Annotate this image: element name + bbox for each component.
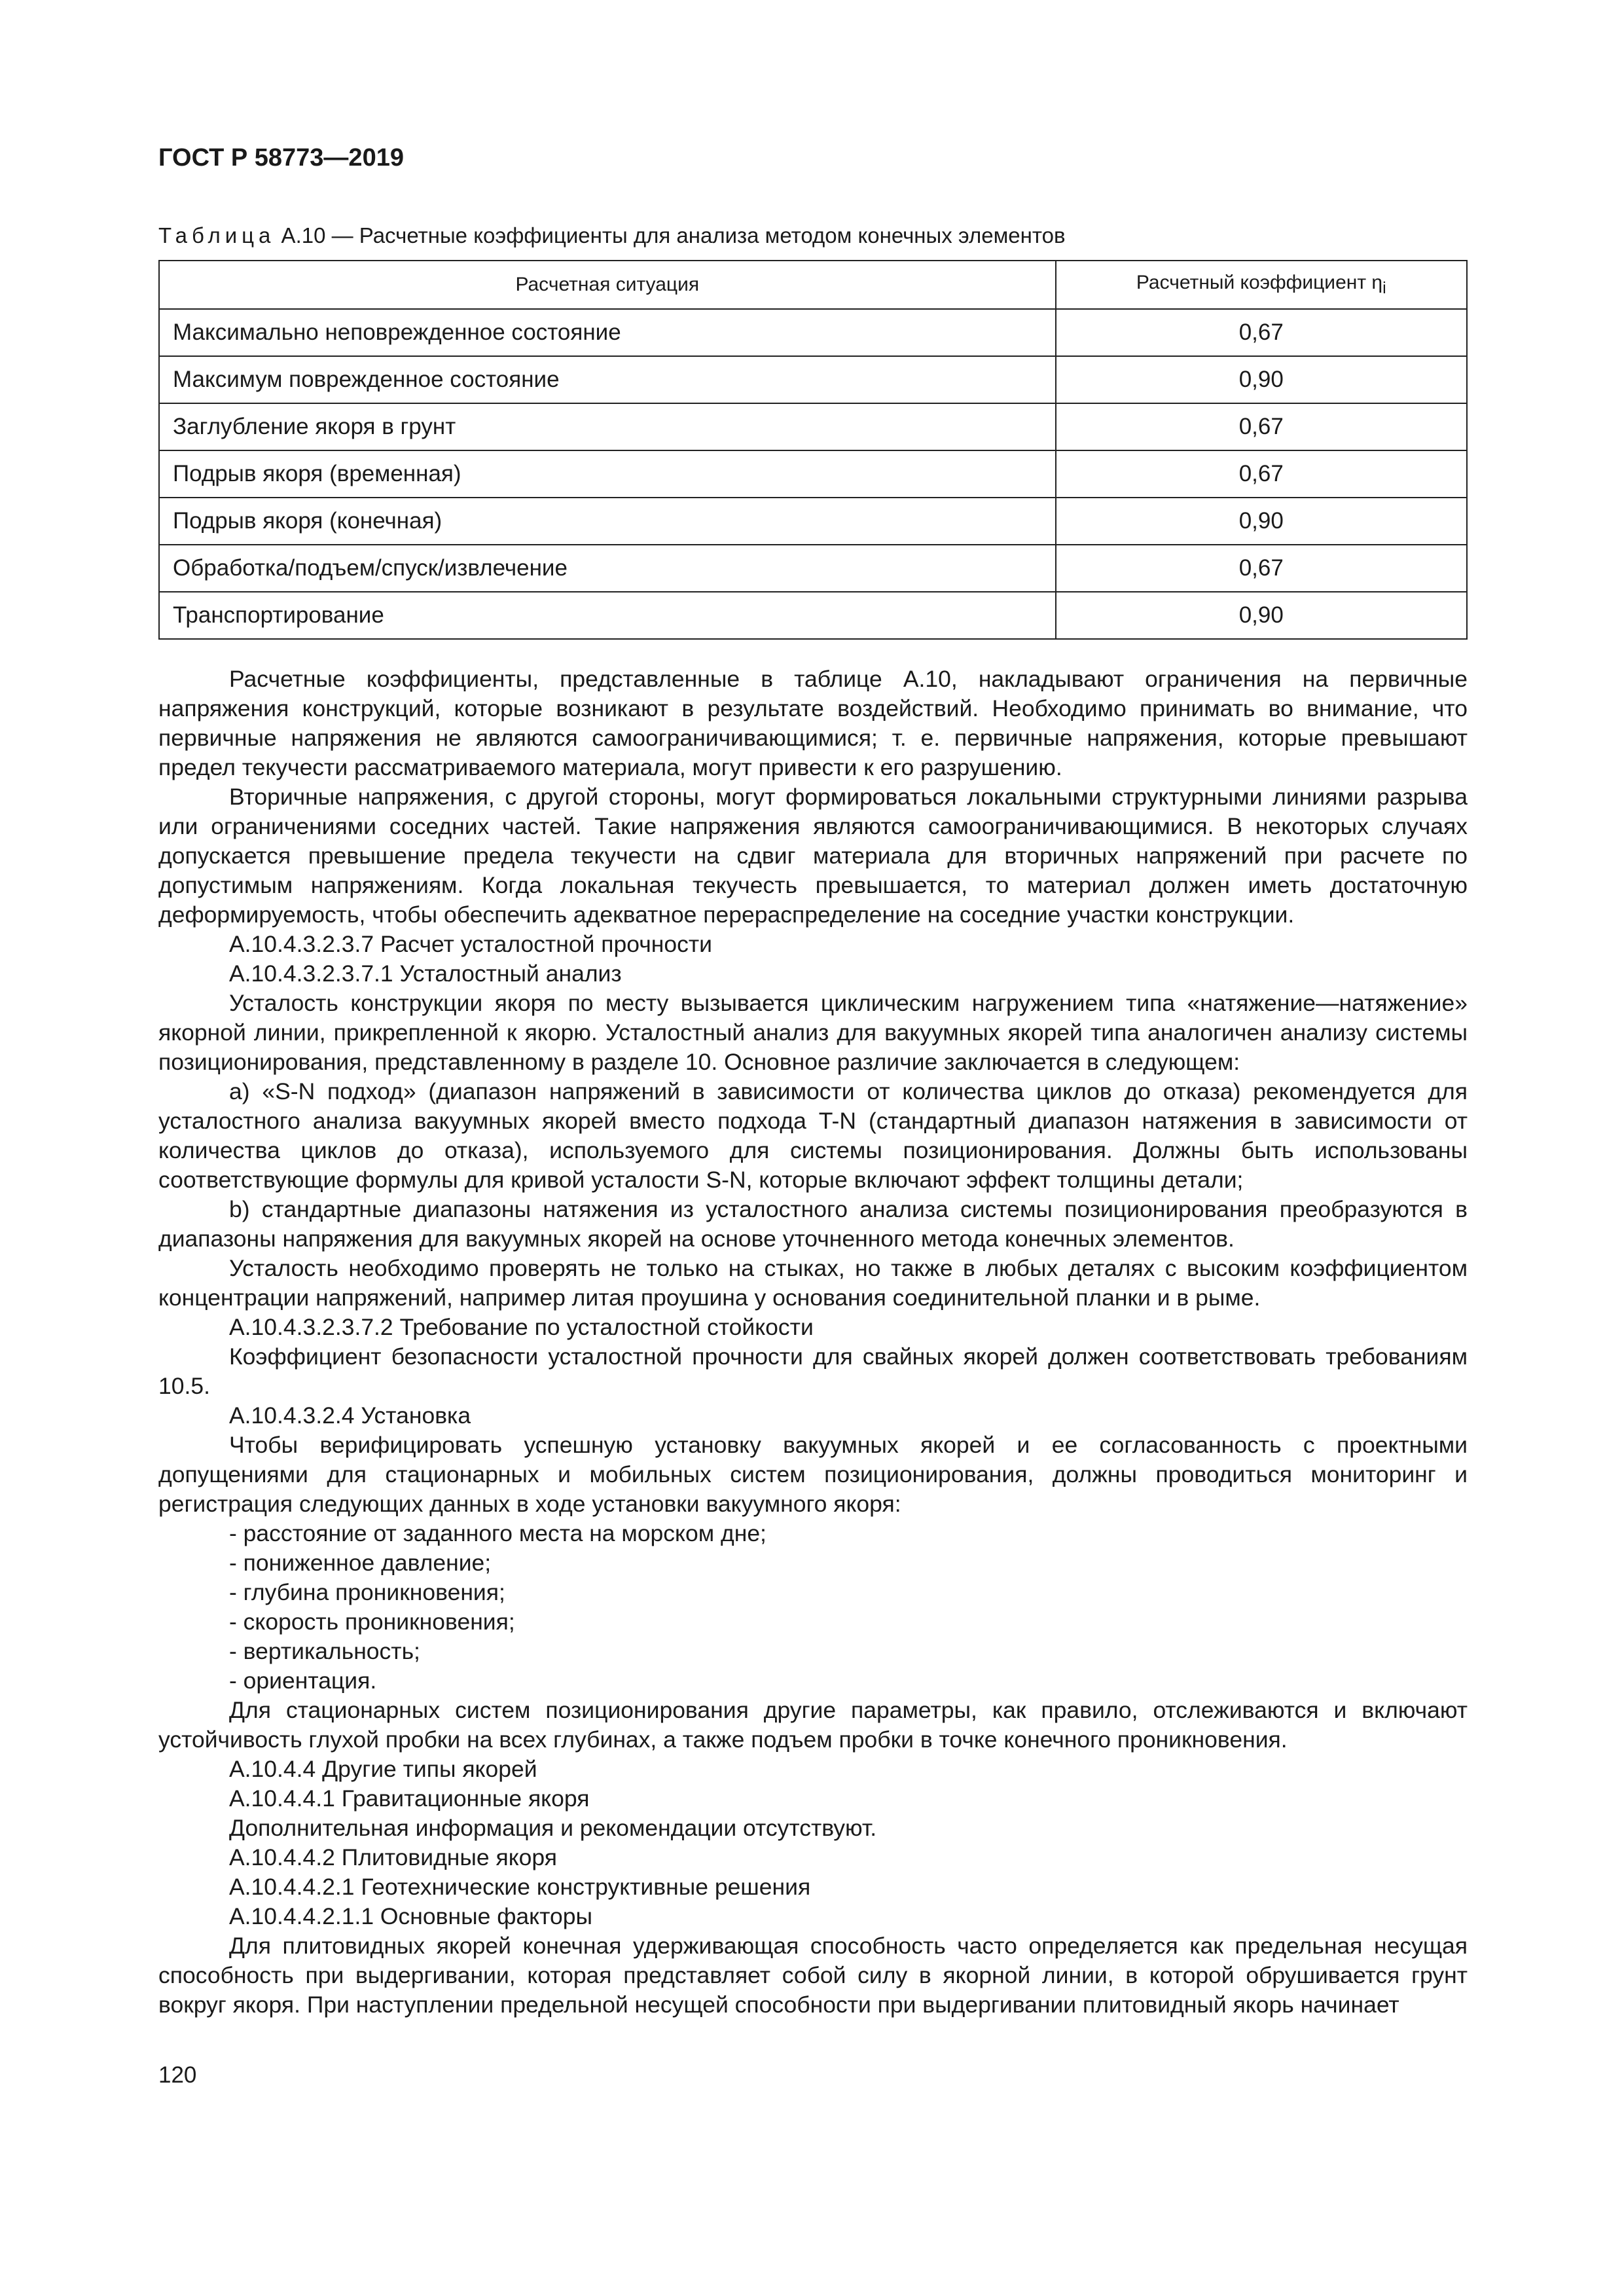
- paragraph: Для плитовидных якорей конечная удерживающая способность часто определяется как предельная несущая способность при выдергивании, которая представляет собой силу в якорной линии, в которой обрушивается грунт вокруг якоря. При наступлении предельной несущей способности при выдергивании плитовидный якорь начинает: [158, 1933, 1468, 2018]
- table-cell-situation: Подрыв якоря (временная): [159, 450, 1056, 498]
- table-cell-coefficient: 0,90: [1056, 498, 1467, 545]
- section-heading: А.10.4.4.2.1.1 Основные факторы: [229, 1903, 592, 1929]
- table-cell-coefficient: 0,90: [1056, 592, 1467, 639]
- section-heading: А.10.4.4.2.1 Геотехнические конструктивные решения: [229, 1874, 811, 1900]
- section-heading: А.10.4.3.2.3.7.1 Усталостный анализ: [229, 960, 622, 987]
- table-cell-situation: Обработка/подъем/спуск/извлечение: [159, 545, 1056, 592]
- table-cell-coefficient: 0,67: [1056, 403, 1467, 450]
- table-cell-coefficient: 0,67: [1056, 450, 1467, 498]
- table-cell-situation: Максимум поврежденное состояние: [159, 356, 1056, 403]
- table-cell-coefficient: 0,67: [1056, 309, 1467, 356]
- page-number: 120: [158, 2062, 197, 2088]
- table-cell-situation: Подрыв якоря (конечная): [159, 498, 1056, 545]
- table-row: [159, 309, 1467, 356]
- table-header-row: [159, 261, 1467, 309]
- col-header-situation: Расчетная ситуация: [159, 261, 1056, 309]
- list-item: - ориентация.: [229, 1667, 377, 1694]
- table-row: [159, 403, 1467, 450]
- paragraph: Расчетные коэффициенты, представленные в таблице А.10, накладывают ограничения на первичные напряжения конструкций, которые возникают в результате воздействий. Необходимо принимать во внимание, что первичные напряжения не являются самоограничивающимися; т. е. первичные напряжения, которые превышают предел текучести рассматриваемого материала, могут привести к его разрушению.: [158, 666, 1468, 780]
- paragraph-item-a: а) «S-N подход» (диапазон напряжений в зависимости от количества циклов до отказа) рекомендуется для усталостного анализа вакуумных якорей вместо подхода T-N (стандартный диапазон натяжения в зависимости от количества циклов до отказа), используемого для системы позиционирования. Должны быть использованы соответствующие формулы для кривой усталости S-N, которые включают эффект толщины детали;: [158, 1078, 1468, 1193]
- table-cell-coefficient: 0,67: [1056, 545, 1467, 592]
- list-item: - расстояние от заданного места на морском дне;: [229, 1520, 767, 1546]
- document-page: [158, 144, 1468, 2020]
- paragraph: Вторичные напряжения, с другой стороны, могут формироваться локальными структурными линиями разрыва или ограничениями соседних частей. Такие напряжения являются самоограничивающимися. В некоторых случаях допускается превышение предела текучести на сдвиг материала для вторичных напряжений при расчете по допустимым напряжениям. Когда локальная текучесть превышается, то материал должен иметь достаточную деформируемость, чтобы обеспечить адекватное перераспределение на соседние участки конструкции.: [158, 784, 1468, 928]
- table-row: [159, 450, 1467, 498]
- paragraph: Дополнительная информация и рекомендации отсутствуют.: [229, 1815, 877, 1841]
- table-row: [159, 498, 1467, 545]
- table-caption-label: Таблица: [158, 223, 276, 247]
- paragraph: Коэффициент безопасности усталостной прочности для свайных якорей должен соответствовать требованиям 10.5.: [158, 1343, 1468, 1399]
- table-cell-situation: Заглубление якоря в грунт: [159, 403, 1056, 450]
- table-caption-text: А.10 — Расчетные коэффициенты для анализа методом конечных элементов: [275, 223, 1066, 247]
- section-heading: А.10.4.3.2.3.7 Расчет усталостной прочности: [229, 931, 712, 957]
- table-row: [159, 356, 1467, 403]
- section-heading: А.10.4.4.2 Плитовидные якоря: [229, 1844, 557, 1870]
- col-header-coefficient-subscript: i: [1382, 279, 1386, 297]
- paragraph: Чтобы верифицировать успешную установку вакуумных якорей и ее согласованность с проектными допущениями для стационарных и мобильных систем позиционирования, должны проводиться мониторинг и регистрация следующих данных в ходе установки вакуумного якоря:: [158, 1432, 1468, 1517]
- paragraph: Для стационарных систем позиционирования другие параметры, как правило, отслеживаются и включают устойчивость глухой пробки на всех глубинах, а также подъем пробки в точке конечного проникновения.: [158, 1697, 1468, 1753]
- list-item: - глубина проникновения;: [229, 1579, 505, 1605]
- table-row: [159, 545, 1467, 592]
- paragraph-item-b: b) стандартные диапазоны натяжения из усталостного анализа системы позиционирования преобразуются в диапазоны напряжения для вакуумных якорей на основе уточненного метода конечных элементов.: [158, 1196, 1468, 1252]
- table-row: [159, 592, 1467, 639]
- paragraph: Усталость необходимо проверять не только на стыках, но также в любых деталях с высоким коэффициентом концентрации напряжений, например литая проушина у основания соединительной планки и в рыме.: [158, 1255, 1468, 1311]
- table-cell-situation: Максимально неповрежденное состояние: [159, 309, 1056, 356]
- col-header-coefficient-text: Расчетный коэффициент η: [1136, 272, 1383, 293]
- coefficients-table: [158, 260, 1468, 640]
- section-heading: А.10.4.3.2.3.7.2 Требование по усталостной стойкости: [229, 1314, 814, 1340]
- paragraph: Усталость конструкции якоря по месту вызывается циклическим нагружением типа «натяжение—натяжение» якорной линии, прикрепленной к якорю. Усталостный анализ для вакуумных якорей типа аналогичен анализу системы позиционирования, представленному в разделе 10. Основное различие заключается в следующем:: [158, 990, 1468, 1075]
- table-cell-coefficient: 0,90: [1056, 356, 1467, 403]
- body-text: [158, 665, 1468, 2020]
- table-caption: [158, 223, 1468, 248]
- col-header-coefficient: [1056, 261, 1467, 309]
- list-item: - скорость проникновения;: [229, 1609, 515, 1635]
- list-item: - вертикальность;: [229, 1638, 420, 1664]
- table-cell-situation: Транспортирование: [159, 592, 1056, 639]
- section-heading: А.10.4.4 Другие типы якорей: [229, 1756, 537, 1782]
- list-item: - пониженное давление;: [229, 1550, 492, 1576]
- section-heading: А.10.4.3.2.4 Установка: [229, 1402, 471, 1429]
- section-heading: А.10.4.4.1 Гравитационные якоря: [229, 1785, 590, 1812]
- document-header: ГОСТ Р 58773—2019: [158, 144, 404, 172]
